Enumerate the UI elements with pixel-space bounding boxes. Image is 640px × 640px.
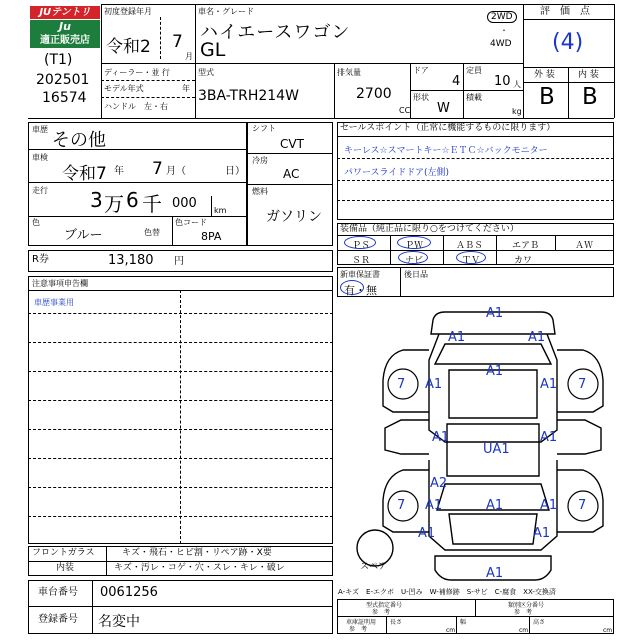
mileage-label: 走行 (32, 186, 48, 195)
recycle-label: R券 (32, 254, 49, 265)
footer-height-unit: cm (603, 627, 613, 634)
ac-label: 冷房 (252, 156, 268, 165)
model-year-label: モデル年式 (104, 84, 144, 93)
equip-tv-circle (456, 251, 486, 264)
equip-sr: ＳＲ (352, 256, 371, 266)
inspection-year-unit: 年 (114, 166, 124, 177)
equip-abs: ＡＢＳ (456, 241, 484, 251)
warranty-circle (340, 280, 364, 295)
damage-mark-20: A1 (486, 566, 504, 581)
damage-mark-2: A1 (448, 330, 466, 345)
color-code-value: 8PA (201, 230, 222, 243)
interior-label: 内装 (56, 563, 75, 573)
footer-width: 幅 (460, 619, 467, 626)
color-code-label: 色コード (175, 218, 207, 227)
warranty-label: 新車保証書 (340, 270, 380, 279)
engine-unit: CC (399, 106, 411, 115)
load-label: 積載 (466, 93, 482, 102)
damage-mark-7: 7 (578, 377, 587, 392)
registration-label: 登録番号 (38, 614, 78, 625)
car-grade: GL (200, 39, 226, 61)
capacity-value: 10 (494, 74, 511, 89)
drive-4wd: 4WD (490, 39, 512, 49)
damage-mark-15: A1 (540, 498, 558, 513)
damage-mark-11: A2 (430, 476, 448, 491)
mileage-unit-a: 万 (104, 192, 124, 216)
car-name: ハイエースワゴン (200, 22, 351, 43)
inspection-label: 車検 (32, 153, 48, 162)
car-label: 車名・グレード (198, 7, 254, 16)
entry-code: (T1) (44, 52, 73, 68)
recycle-unit: 円 (174, 256, 184, 267)
sales-label: セールスポイント（正常に機能するものに限ります） (340, 123, 556, 133)
registration-value: 名変中 (98, 614, 140, 630)
damage-mark-3: A1 (528, 330, 546, 345)
brand-logo (29, 5, 101, 49)
handle-label: ハンドル 左・右 (104, 102, 168, 111)
score-label: 評 価 点 (540, 6, 590, 17)
load-unit: kg (512, 107, 522, 116)
color-class-label: 車歴 (32, 125, 48, 134)
logo-text: JUテントリ (30, 6, 100, 19)
fuel-label: 燃料 (252, 187, 268, 196)
ext-value: B (539, 84, 555, 110)
mileage-unit: km (214, 206, 227, 215)
doors-label: ドア (413, 66, 429, 75)
chassis-label: 車台番号 (38, 587, 78, 598)
equip-label: 装備品（純正品に限り○をつけてください） (340, 224, 519, 234)
damage-mark-6: A1 (486, 364, 504, 379)
interior-value: キズ・汚レ・コゲ・穴・スレ・キレ・破レ (114, 563, 285, 573)
model-year-unit: 年 (182, 84, 190, 93)
equip-airbag: エアＢ (512, 241, 540, 251)
footer-sub-2: 参 考 (514, 609, 533, 616)
inspection-era: 令和7 (62, 164, 107, 184)
equip-leather: カワ (514, 256, 533, 266)
capacity-unit: 人 (513, 80, 521, 89)
color-class-value: その他 (52, 130, 106, 151)
footer-cert-label: 車庫証明用 (346, 619, 377, 626)
damage-mark-18: A1 (418, 526, 436, 541)
damage-legend: A-キズ E-エクボ U-凹み W-補修跡 S-サビ C-腐食 XX-交換済 (338, 588, 556, 596)
damage-mark-14: A1 (425, 498, 443, 513)
doors-value: 4 (452, 74, 461, 89)
footer-len: 長さ (390, 619, 403, 626)
ac-value: AC (283, 167, 300, 181)
footer-height: 高さ (533, 619, 546, 626)
notes-line-1: 車歴事業用 (34, 298, 74, 307)
equip-ps: ＰＳ (352, 241, 371, 251)
car-diagram (345, 300, 613, 586)
footer-width-unit: cm (519, 627, 529, 634)
fuel-value: ガソリン (266, 209, 322, 225)
damage-mark-8: A1 (540, 377, 558, 392)
spare-label: スペア (360, 562, 388, 572)
drive-2wd: 2WD (487, 11, 517, 23)
capacity-label: 定員 (466, 66, 482, 75)
mileage-value-a: 3 (90, 188, 103, 212)
warranty-value: 有・無 (344, 284, 377, 297)
equip-aw: ＡＷ (575, 241, 594, 251)
front-glass-value: キズ・飛石・ヒビ割・リペア跡・X要 (122, 548, 272, 558)
damage-mark-4: 7 (397, 377, 406, 392)
shop-label: 適正販売店 (30, 34, 100, 48)
ext-label: 外 装 (534, 70, 555, 80)
notes-label: 注意事項申告欄 (32, 279, 88, 288)
drive-dot: ・ (500, 26, 508, 35)
mileage-value-c: 000 (172, 196, 197, 211)
footer-class-label: 類別区分番号 (508, 602, 545, 609)
recycle-value: 13,180 (108, 253, 154, 268)
shift-value: CVT (280, 137, 304, 151)
inspection-month: 7 (152, 159, 163, 179)
reg-label: 初度登録年月 (104, 7, 152, 16)
damage-mark-16: 7 (578, 498, 587, 513)
score-value: (4) (552, 30, 584, 55)
color-label: 色 (32, 218, 40, 227)
equip-pw: ＰＷ (405, 241, 424, 251)
footer-sub-1: 参 考 (372, 609, 391, 616)
model-value: 3BA-TRH214W (198, 88, 299, 104)
equip-navi: ナビ (405, 256, 424, 266)
damage-mark-19: A1 (533, 526, 551, 541)
lot-number-top: 202501 (36, 72, 90, 88)
damage-mark-17: A1 (486, 498, 504, 513)
reg-month-unit: 月 (185, 52, 193, 61)
reg-era: 令和2 (106, 37, 151, 57)
damage-mark-1: A1 (486, 306, 504, 321)
equip-navi-circle (398, 251, 428, 264)
footer-model-label: 型式指定番号 (366, 602, 403, 609)
mileage-unit-b: 千 (142, 192, 162, 216)
color-change-label: 色替 (144, 228, 160, 237)
dealer-label: ディーラー・並 行 (104, 68, 170, 77)
inspection-month-unit: 月（ (166, 166, 186, 177)
damage-mark-13: 7 (397, 498, 406, 513)
shape-label: 形状 (413, 93, 429, 102)
mileage-value-b: 6 (126, 188, 139, 212)
engine-value: 2700 (356, 86, 392, 102)
equip-tv: ＴＶ (462, 256, 481, 266)
equip-pw-circle (397, 236, 431, 249)
pickup-label: 後日品 (404, 270, 428, 279)
lot-number-bottom: 16574 (42, 90, 87, 106)
damage-mark-12: A1 (540, 430, 558, 445)
sales-line-2: パワースライドドア(左側) (344, 168, 450, 178)
color-value: ブルー (64, 228, 103, 243)
footer-sub-3: 参 考 (349, 626, 368, 633)
footer-len-unit: cm (446, 627, 456, 634)
damage-mark-10: A1 (432, 430, 450, 445)
model-label: 型式 (198, 68, 214, 77)
damage-mark-9: UA1 (483, 442, 510, 457)
engine-label: 排気量 (337, 68, 361, 77)
shift-label: シフト (252, 124, 276, 133)
int-label: 内 装 (578, 70, 599, 80)
equip-ps-circle (344, 236, 376, 249)
chassis-value: 0061256 (100, 585, 158, 600)
sales-line-1: キーレス☆スマートキー☆ＥＴＣ☆バックモニター (344, 146, 548, 156)
ju-logo: Ju (30, 20, 100, 34)
inspection-day-unit: 日） (225, 166, 245, 177)
int-value: B (582, 84, 598, 110)
front-glass-label: フロントガラス (32, 548, 95, 558)
reg-month: 7 (172, 32, 183, 52)
damage-mark-5: A1 (425, 377, 443, 392)
shape-value: W (437, 101, 450, 116)
